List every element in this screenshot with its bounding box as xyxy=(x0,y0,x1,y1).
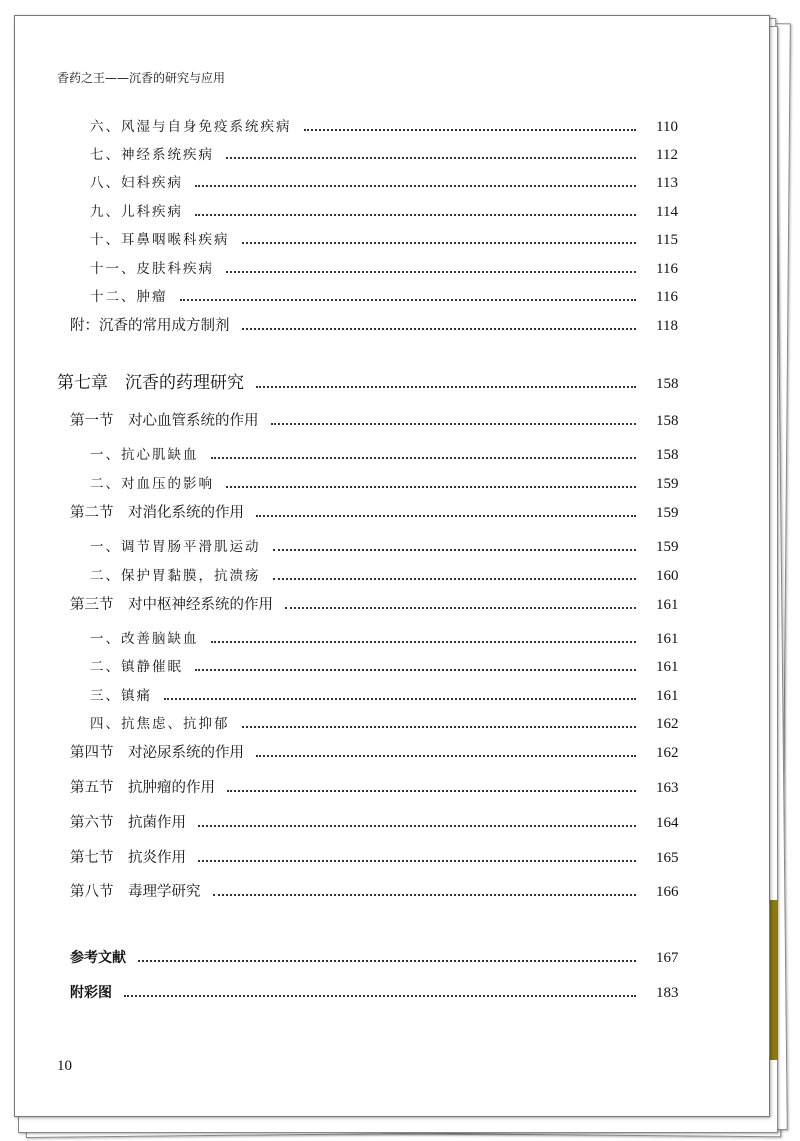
toc-entry-title: 九、儿科疾病 xyxy=(90,204,183,220)
dot-leader xyxy=(211,456,637,459)
dot-leader xyxy=(242,327,637,330)
cover-edge xyxy=(770,900,778,1060)
dot-leader xyxy=(242,241,637,244)
toc-entry-title: 六、风湿与自身免疫系统疾病 xyxy=(90,119,292,135)
toc-entry-title: 附：沉香的常用成方制剂 xyxy=(70,318,230,334)
dot-leader xyxy=(256,385,636,388)
toc-entry-page: 162 xyxy=(656,745,679,761)
toc-entry[interactable] xyxy=(70,947,678,967)
toc-entry-title: 第六节 抗菌作用 xyxy=(70,815,186,831)
toc-entry-title: 第一节 对心血管系统的作用 xyxy=(70,413,259,429)
toc-entry-page: 165 xyxy=(656,850,679,866)
toc-entry[interactable] xyxy=(57,368,679,393)
toc-entry[interactable] xyxy=(90,627,678,647)
toc-entry-page: 114 xyxy=(656,204,678,220)
toc-entry-page: 161 xyxy=(656,659,679,675)
toc-entry-title: 一、改善脑缺血 xyxy=(90,631,199,647)
toc-entry-title: 二、镇静催眠 xyxy=(90,659,183,675)
dot-leader xyxy=(195,213,636,216)
toc-entry[interactable] xyxy=(90,684,678,704)
toc-entry-page: 116 xyxy=(656,289,678,305)
dot-leader xyxy=(227,789,636,792)
toc-entry-page: 159 xyxy=(656,476,679,492)
toc-entry-page: 116 xyxy=(656,261,678,277)
toc-entry-title: 七、神经系统疾病 xyxy=(90,147,214,163)
dot-leader xyxy=(211,640,637,643)
toc-entry-title: 第二节 对消化系统的作用 xyxy=(70,505,244,521)
toc-entry[interactable] xyxy=(70,811,678,831)
dot-leader xyxy=(226,156,636,159)
toc-entry-page: 159 xyxy=(656,505,679,521)
toc-entry[interactable] xyxy=(90,564,678,584)
dot-leader xyxy=(256,754,636,757)
dot-leader xyxy=(226,270,636,273)
toc-entry-page: 118 xyxy=(656,318,678,334)
dot-leader xyxy=(195,184,636,187)
dot-leader xyxy=(138,959,636,962)
toc-entry-page: 161 xyxy=(656,631,679,647)
toc-entry-title: 第四节 对泌尿系统的作用 xyxy=(70,745,244,761)
toc-entry-title: 第七节 抗炎作用 xyxy=(70,850,186,866)
toc-entry[interactable] xyxy=(90,115,678,135)
toc-entry[interactable] xyxy=(70,314,678,334)
toc-entry[interactable] xyxy=(70,846,678,866)
toc-entry[interactable] xyxy=(90,443,678,463)
toc-entry-page: 162 xyxy=(656,716,679,732)
toc-entry-title: 十一、皮肤科疾病 xyxy=(90,261,214,277)
toc-entry-title: 第八节 毒理学研究 xyxy=(70,884,201,900)
toc-entry-page: 158 xyxy=(656,447,679,463)
toc-entry[interactable] xyxy=(90,285,678,305)
toc-entry-page: 167 xyxy=(656,950,679,966)
toc-entry[interactable] xyxy=(90,171,678,191)
dot-leader xyxy=(213,893,637,896)
toc-entry-title: 一、调节胃肠平滑肌运动 xyxy=(90,539,261,555)
dot-leader xyxy=(256,514,636,517)
toc-entry[interactable] xyxy=(90,200,678,220)
toc-entry[interactable] xyxy=(70,593,678,613)
dot-leader xyxy=(180,298,637,301)
toc-entry[interactable] xyxy=(70,409,678,429)
toc-entry-title: 第三节 对中枢神经系统的作用 xyxy=(70,597,273,613)
toc-entry-title: 二、保护胃黏膜，抗溃疡 xyxy=(90,568,261,584)
toc-entry-title: 参考文献 xyxy=(70,950,126,966)
toc-entry-page: 158 xyxy=(656,413,679,429)
toc-entry[interactable] xyxy=(90,712,678,732)
dot-leader xyxy=(226,485,636,488)
toc-entry[interactable] xyxy=(70,880,678,900)
page-number: 10 xyxy=(57,1058,72,1074)
dot-leader xyxy=(271,422,637,425)
dot-leader xyxy=(198,859,636,862)
toc-entry-title: 十二、肿瘤 xyxy=(90,289,168,305)
toc-entry-page: 110 xyxy=(656,119,678,135)
toc-entry-page: 159 xyxy=(656,539,679,555)
dot-leader xyxy=(124,994,636,997)
toc-entry-page: 115 xyxy=(656,232,678,248)
toc-entry[interactable] xyxy=(70,501,678,521)
dot-leader xyxy=(304,128,637,131)
toc-entry-page: 160 xyxy=(656,568,679,584)
toc-entry-title: 第五节 抗肿瘤的作用 xyxy=(70,780,215,796)
toc-entry[interactable] xyxy=(70,741,678,761)
dot-leader xyxy=(285,606,636,609)
toc-entry-page: 164 xyxy=(656,815,679,831)
dot-leader xyxy=(195,668,636,671)
toc-entry-page: 161 xyxy=(656,688,679,704)
dot-leader xyxy=(198,824,636,827)
running-header: 香药之王——沉香的研究与应用 xyxy=(57,71,226,85)
toc-entry-title: 十、耳鼻咽喉科疾病 xyxy=(90,232,230,248)
toc-entry-title: 二、对血压的影响 xyxy=(90,476,214,492)
toc-entry[interactable] xyxy=(90,535,678,555)
dot-leader xyxy=(273,577,637,580)
toc-entry-page: 183 xyxy=(656,985,679,1001)
dot-leader xyxy=(273,548,637,551)
toc-entry[interactable] xyxy=(70,776,678,796)
toc-entry-page: 113 xyxy=(656,175,678,191)
toc-entry-title: 四、抗焦虑、抗抑郁 xyxy=(90,716,230,732)
toc-entry-title: 一、抗心肌缺血 xyxy=(90,447,199,463)
toc-entry-page: 112 xyxy=(656,147,678,163)
toc-entry-title: 三、镇痛 xyxy=(90,688,152,704)
dot-leader xyxy=(164,697,636,700)
toc-entry-title: 第七章 沉香的药理研究 xyxy=(57,373,244,393)
toc-entry[interactable] xyxy=(90,228,678,248)
toc-entry-page: 166 xyxy=(656,884,679,900)
toc-entry-page: 161 xyxy=(656,597,679,613)
toc-entry[interactable] xyxy=(70,982,678,1002)
toc-entry[interactable] xyxy=(90,472,678,492)
toc-entry-page: 163 xyxy=(656,780,679,796)
dot-leader xyxy=(242,725,637,728)
toc-entry-title: 附彩图 xyxy=(70,985,112,1001)
toc-entry-page: 158 xyxy=(656,376,679,392)
toc-entry-title: 八、妇科疾病 xyxy=(90,175,183,191)
toc-entry[interactable] xyxy=(90,143,678,163)
toc-entry[interactable] xyxy=(90,655,678,675)
toc-entry[interactable] xyxy=(90,257,678,277)
